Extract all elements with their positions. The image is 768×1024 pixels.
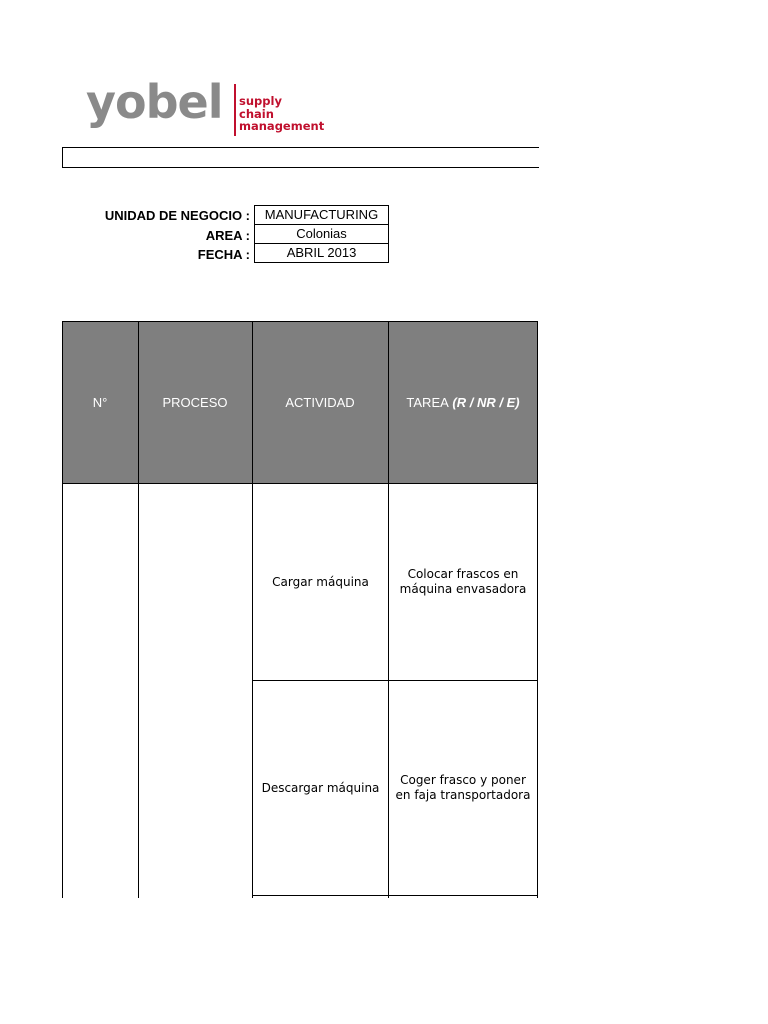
grid-line bbox=[252, 895, 538, 896]
logo-tagline-line: chain bbox=[239, 106, 274, 121]
grid-line bbox=[62, 321, 538, 322]
fecha-label: FECHA : bbox=[197, 247, 250, 262]
table-cell-actividad: Cargar máquina bbox=[272, 574, 369, 589]
table-cell-actividad: Descargar máquina bbox=[261, 780, 380, 795]
header-proceso: PROCESO bbox=[162, 394, 228, 410]
logo-divider bbox=[234, 84, 236, 136]
unidad-label: UNIDAD DE NEGOCIO : bbox=[104, 208, 250, 223]
grid-line bbox=[62, 321, 63, 898]
header-n: N° bbox=[92, 394, 108, 410]
unidad-value: MANUFACTURING bbox=[254, 205, 389, 225]
logo-tagline bbox=[239, 95, 324, 133]
grid-line bbox=[537, 321, 538, 898]
area-label: AREA : bbox=[205, 228, 250, 243]
fecha-value: ABRIL 2013 bbox=[254, 244, 389, 263]
header-actividad: ACTIVIDAD bbox=[285, 394, 355, 410]
grid-line bbox=[138, 321, 139, 898]
document-title-box bbox=[62, 147, 539, 168]
header-tarea bbox=[388, 321, 538, 483]
area-value: Colonias bbox=[254, 225, 389, 244]
header-tarea-codes: (R / NR / E) bbox=[452, 394, 520, 410]
logo-tagline-line: management bbox=[239, 119, 325, 133]
header-tarea-label: TAREA bbox=[406, 394, 449, 410]
logo-wordmark: yobel bbox=[86, 75, 223, 129]
logo-tagline-line: supply bbox=[239, 94, 282, 108]
table-cell-tarea: Colocar frascos en máquina envasadora bbox=[399, 567, 527, 596]
activity-table bbox=[62, 321, 538, 898]
table-header bbox=[62, 321, 538, 483]
table-cell-tarea: Coger frasco y poner en faja transportadora bbox=[395, 773, 531, 802]
